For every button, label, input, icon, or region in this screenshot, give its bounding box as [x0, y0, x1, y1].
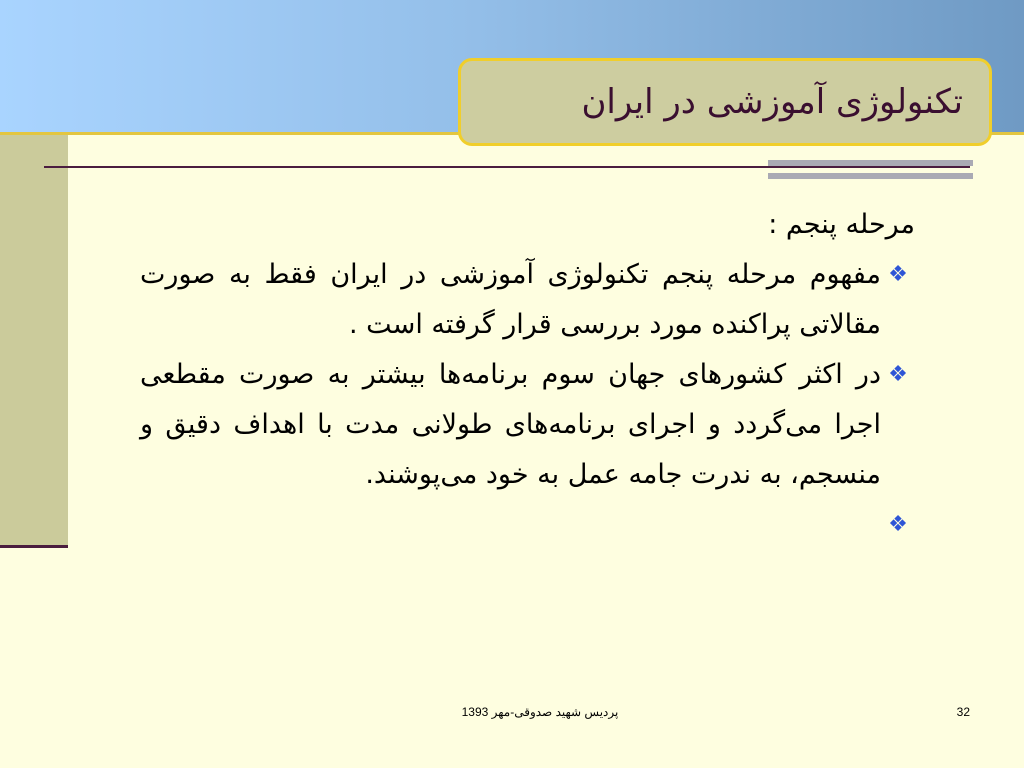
slide-title: تکنولوژی آموزشی در ایران [581, 82, 963, 122]
left-decor-rule [0, 545, 68, 548]
bullet-text: در اکثر کشورهای جهان سوم برنامه‌ها بیشتر به صورت مقطعی اجرا می‌گردد و اجرای برنامه‌های طولانی مدت با اهداف دقیق و منسجم، به ندرت جامه عمل به خود می‌پوشند. [140, 359, 881, 490]
diamond-bullet-icon: ❖ [888, 512, 908, 537]
left-decor-strip [0, 135, 68, 545]
bullet-item [140, 250, 915, 350]
slide-content [140, 200, 915, 550]
bullet-item [140, 500, 915, 550]
title-box [458, 58, 992, 146]
diamond-bullet-icon: ❖ [888, 362, 908, 387]
decor-bar-bottom [768, 173, 973, 179]
bullet-text: مفهوم مرحله پنجم تکنولوژی آموزشی در ایران فقط به صورت مقالاتی پراکنده مورد بررسی قرار گرفته است . [140, 259, 881, 340]
bullet-item [140, 350, 915, 500]
footer-caption: پردیس شهید صدوقی-مهر 1393 [461, 705, 619, 719]
diamond-bullet-icon: ❖ [888, 262, 908, 287]
section-heading: مرحله پنجم : [768, 209, 915, 240]
title-divider [44, 166, 970, 168]
decor-bar-top [768, 160, 973, 166]
page-number: 32 [956, 705, 970, 719]
